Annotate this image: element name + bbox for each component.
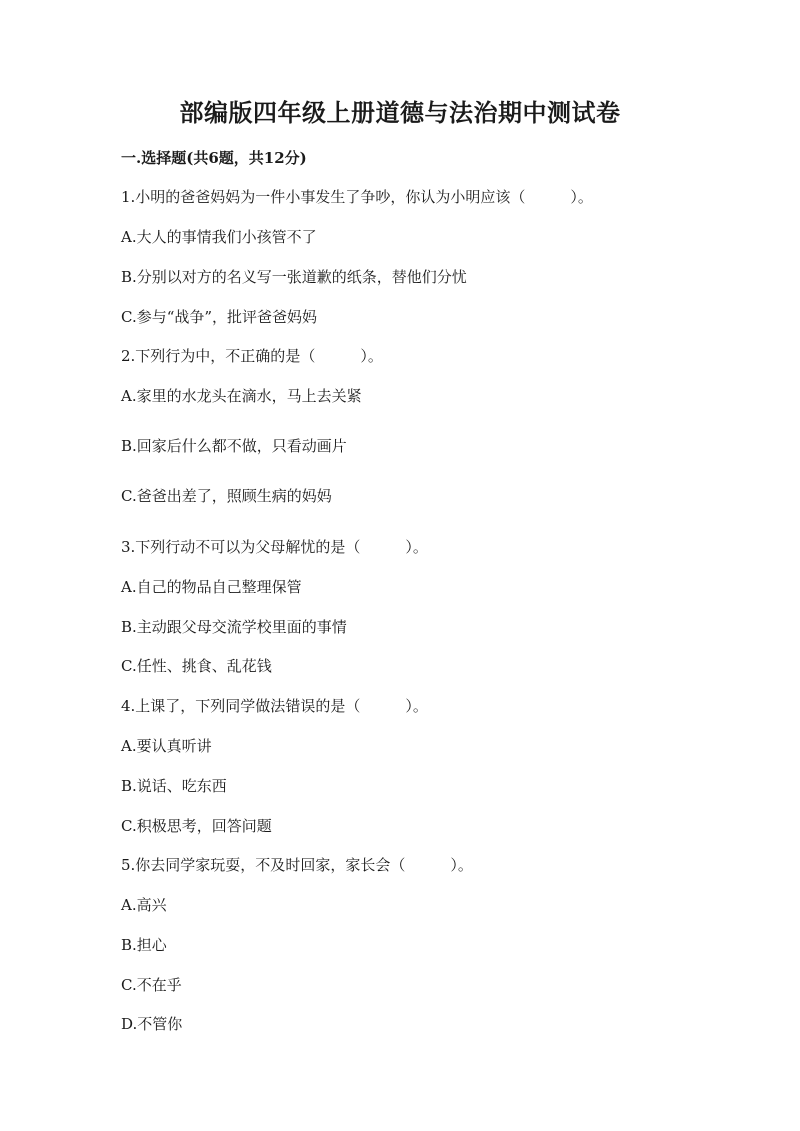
question-5-option-c: C.不在乎 — [121, 976, 182, 994]
question-2-option-b: B.回家后什么都不做，只看动画片 — [121, 437, 347, 455]
question-4-option-a: A.要认真听讲 — [121, 737, 212, 755]
section-heading: 一.选择题(共6题，共12分) — [121, 149, 307, 167]
question-3-option-a: A.自己的物品自己整理保管 — [121, 578, 302, 596]
question-1-option-b: B.分别以对方的名义写一张道歉的纸条，替他们分忧 — [121, 268, 467, 286]
question-5-option-b: B.担心 — [121, 936, 167, 954]
question-3-option-b: B.主动跟父母交流学校里面的事情 — [121, 618, 347, 636]
question-4-option-b: B.说话、吃东西 — [121, 777, 227, 795]
question-2-option-a: A.家里的水龙头在滴水，马上去关紧 — [121, 387, 362, 405]
question-5-stem: 5.你去同学家玩耍，不及时回家，家长会（ ）。 — [121, 856, 473, 874]
question-1-option-c: C.参与“战争”，批评爸爸妈妈 — [121, 308, 318, 326]
question-1-stem: 1.小明的爸爸妈妈为一件小事发生了争吵，你认为小明应该（ ）。 — [121, 188, 593, 206]
question-2-stem: 2.下列行为中，不正确的是（ ）。 — [121, 347, 383, 365]
question-2-option-c: C.爸爸出差了，照顾生病的妈妈 — [121, 487, 332, 505]
question-1-option-a: A.大人的事情我们小孩管不了 — [121, 228, 317, 246]
question-4-option-c: C.积极思考，回答问题 — [121, 817, 272, 835]
question-3-stem: 3.下列行动不可以为父母解忧的是（ ）。 — [121, 538, 428, 556]
page-title: 部编版四年级上册道德与法治期中测试卷 — [179, 98, 621, 127]
question-5-option-d: D.不管你 — [121, 1015, 183, 1033]
question-5-option-a: A.高兴 — [121, 896, 167, 914]
question-3-option-c: C.任性、挑食、乱花钱 — [121, 657, 272, 675]
question-4-stem: 4.上课了，下列同学做法错误的是（ ）。 — [121, 697, 428, 715]
